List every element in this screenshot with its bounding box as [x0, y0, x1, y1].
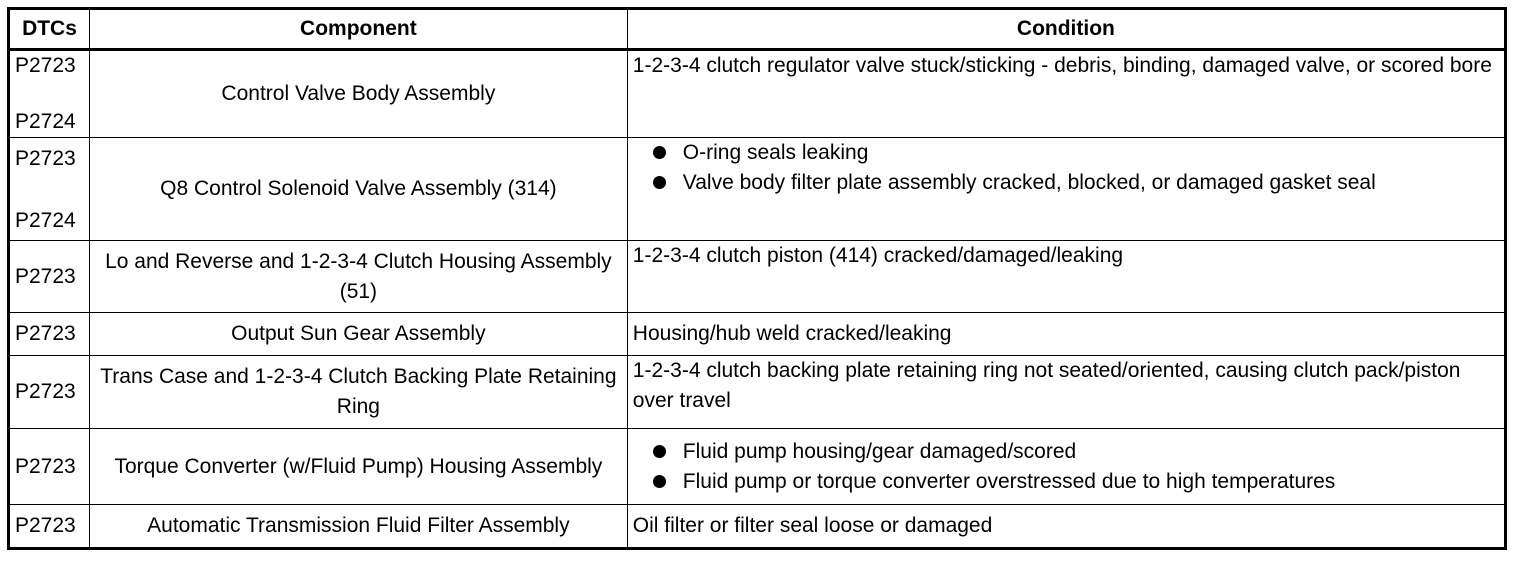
component-cell: Trans Case and 1-2-3-4 Clutch Backing Plate Retaining Ring [89, 356, 627, 429]
component-cell: Q8 Control Solenoid Valve Assembly (314) [89, 138, 627, 241]
condition-cell: 1-2-3-4 clutch piston (414) cracked/damaged/leaking [627, 241, 1505, 313]
bullet-text: Valve body filter plate assembly cracked, blocked, or damaged gasket seal [682, 171, 1376, 194]
dtc-cell [9, 505, 90, 549]
header-condition: Condition [627, 9, 1505, 50]
dtc-cell [9, 429, 90, 505]
dtc-code: P2724 [15, 209, 76, 232]
component-cell: Output Sun Gear Assembly [89, 313, 627, 356]
dtc-cell [9, 241, 90, 313]
table-row [9, 313, 1506, 356]
condition-cell: Housing/hub weld cracked/leaking [627, 313, 1505, 356]
bullet-icon [653, 146, 666, 159]
table-row [9, 356, 1506, 429]
dtc-cell [9, 356, 90, 429]
dtc-cell [9, 138, 90, 241]
condition-cell: 1-2-3-4 clutch regulator valve stuck/sticking - debris, binding, damaged valve, or scored bore [627, 50, 1505, 138]
bullet-item [653, 437, 1499, 467]
dtc-code: P2723 [15, 514, 76, 537]
bullet-item [653, 168, 1499, 198]
condition-cell: Oil filter or filter seal loose or damaged [627, 505, 1505, 549]
bullet-text: Fluid pump or torque converter overstressed due to high temperatures [682, 469, 1336, 493]
table-row [9, 241, 1506, 313]
condition-cell [627, 138, 1505, 241]
dtc-code: P2723 [15, 264, 76, 288]
dtc-cell [9, 313, 90, 356]
bullet-icon [653, 475, 666, 488]
dtc-code: P2723 [15, 380, 76, 403]
bullet-text: O-ring seals leaking [682, 141, 869, 164]
dtc-table [7, 7, 1507, 550]
bullet-item [653, 467, 1499, 497]
bullet-item [653, 138, 1499, 168]
component-cell: Control Valve Body Assembly [89, 50, 627, 138]
condition-bullet-list [633, 138, 1499, 198]
dtc-code: P2723 [15, 147, 76, 170]
table-row [9, 138, 1506, 241]
condition-cell [627, 429, 1505, 505]
bullet-icon [653, 176, 666, 189]
bullet-text: Fluid pump housing/gear damaged/scored [682, 439, 1077, 463]
dtc-code: P2723 [15, 54, 76, 77]
header-component: Component [89, 9, 627, 50]
bullet-icon [653, 445, 666, 458]
header-dtcs: DTCs [9, 9, 90, 50]
condition-bullet-list [633, 437, 1499, 497]
component-cell: Lo and Reverse and 1-2-3-4 Clutch Housing Assembly (51) [89, 241, 627, 313]
header-row [9, 9, 1506, 50]
dtc-code: P2723 [15, 454, 76, 478]
component-cell: Automatic Transmission Fluid Filter Assembly [89, 505, 627, 549]
table-row [9, 50, 1506, 138]
table-row [9, 505, 1506, 549]
condition-cell: 1-2-3-4 clutch backing plate retaining ring not seated/oriented, causing clutch pack/piston over travel [627, 356, 1505, 429]
dtc-cell [9, 50, 90, 138]
component-cell: Torque Converter (w/Fluid Pump) Housing Assembly [89, 429, 627, 505]
table-row [9, 429, 1506, 505]
dtc-code: P2724 [15, 110, 76, 133]
dtc-code: P2723 [15, 322, 76, 345]
